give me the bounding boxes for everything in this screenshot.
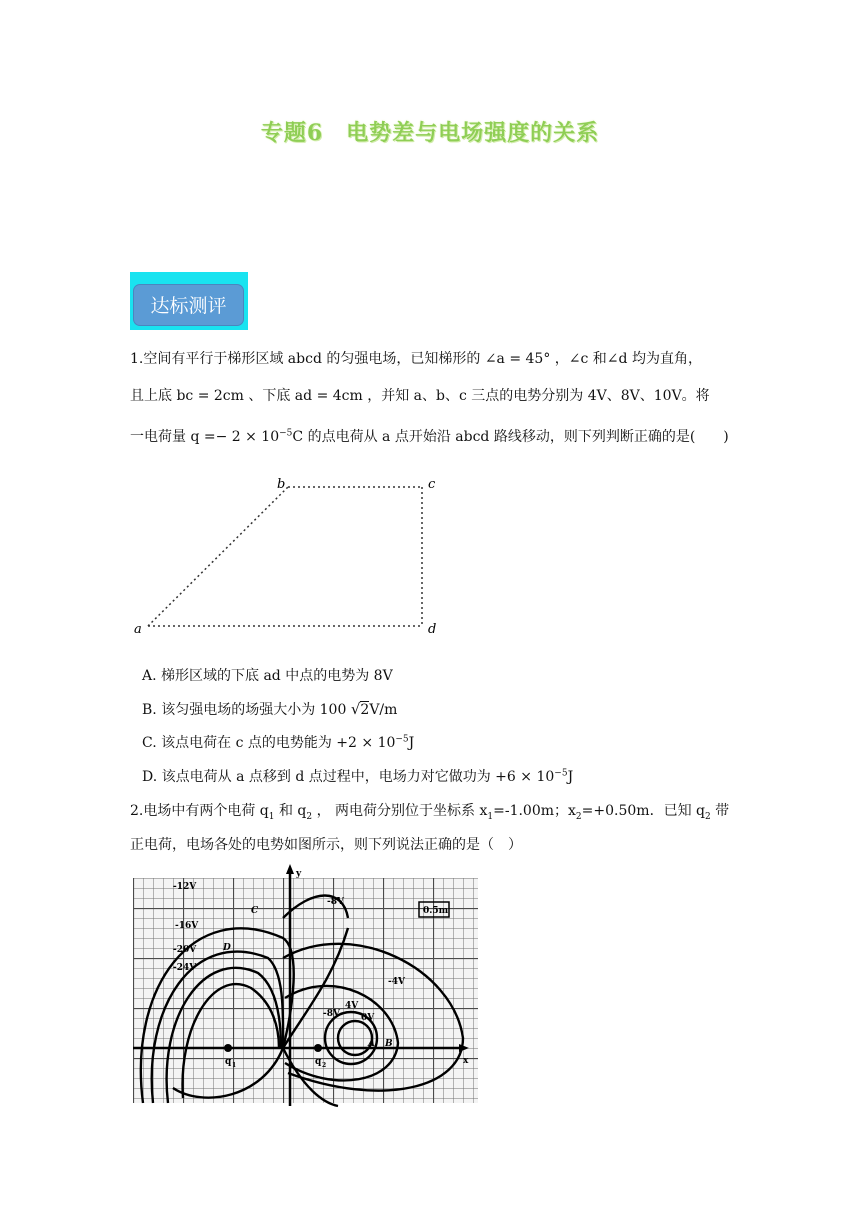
label-point-c: C [251, 906, 259, 916]
edge-ab [148, 487, 288, 626]
q1-option-b: B. 该匀强电场的场强大小为 100 √2V/m [142, 700, 398, 718]
q1-charge-exponent: −5 [279, 428, 293, 439]
label-4v: 4V [345, 1001, 359, 1011]
trapezoid-diagram [130, 470, 450, 640]
label-scale: 0.5m [423, 906, 449, 916]
q1-line1: 1.空间有平行于梯形区域 abcd 的匀强电场，已知梯形的 ∠a = 45° ，∠c 和∠d 均为直角， [130, 351, 702, 367]
label-b: b [277, 477, 286, 492]
label-point-b: B [385, 1039, 393, 1049]
section-badge: 达标测评 [133, 284, 244, 326]
q1-line2: 且上底 bc = 2cm 、下底 ad = 4cm ，并知 a、b、c 三点的电势分别为 4V、8V、10V。将 [130, 388, 710, 404]
equipotential-figure [133, 858, 483, 1108]
q1-option-c: C. 该点电荷在 c 点的电势能为 $+2 \times 10^{-5}J$ [142, 734, 415, 751]
q2-line2: 正电荷，电场各处的电势如图所示，则下列说法正确的是（ ） [130, 837, 522, 853]
q1-option-a: A. 梯形区域的下底 ad 中点的电势为 8V [142, 668, 393, 684]
page-title: 专题6 电势差与电场强度的关系 [260, 120, 600, 146]
label-minus8-top: -8V [327, 897, 344, 907]
label-q2: q [315, 1057, 322, 1067]
label-c: c [428, 477, 436, 492]
label-minus12: -12V [173, 882, 197, 892]
q1-option-d: D. 该点电荷从 a 点移到 d 点过程中，电场力对它做功为 $+6 \times 10^{-5}J$ [142, 768, 574, 785]
label-minus24: -24V [173, 963, 197, 973]
charge-q2 [314, 1044, 322, 1052]
q1-line3 [130, 426, 729, 446]
label-minus16: -16V [175, 921, 199, 931]
q2-line1: 2.电场中有两个电荷 $q_1$ 和 $q_2$ ， 两电荷分别位于坐标系 $x_1=-1.00m$；$x_2=+0.50m$．已知 $q_2$ 带 [130, 803, 730, 822]
label-point-a: A [368, 1039, 375, 1049]
label-y-axis: y [296, 869, 302, 879]
q1-charge-text: 一电荷量 q =− 2 × 10 [130, 429, 280, 445]
label-minus4: -4V [388, 977, 405, 987]
label-q2-sub: 2 [322, 1062, 327, 1069]
label-minus20: -20V [173, 945, 197, 955]
label-q1: q [225, 1057, 232, 1067]
label-point-d: D [223, 943, 231, 953]
charge-q1 [224, 1044, 232, 1052]
label-x-axis: x [463, 1056, 469, 1066]
label-0v: 0V [361, 1013, 375, 1023]
label-q1-sub: 1 [232, 1062, 237, 1069]
label-a: a [134, 622, 142, 637]
q1-question-text: C 的点电荷从 a 点开始沿 abcd 路线移动，则下列判断正确的是( ) [292, 429, 729, 445]
label-d: d [428, 622, 437, 637]
label-minus8: -8V [323, 1009, 340, 1019]
